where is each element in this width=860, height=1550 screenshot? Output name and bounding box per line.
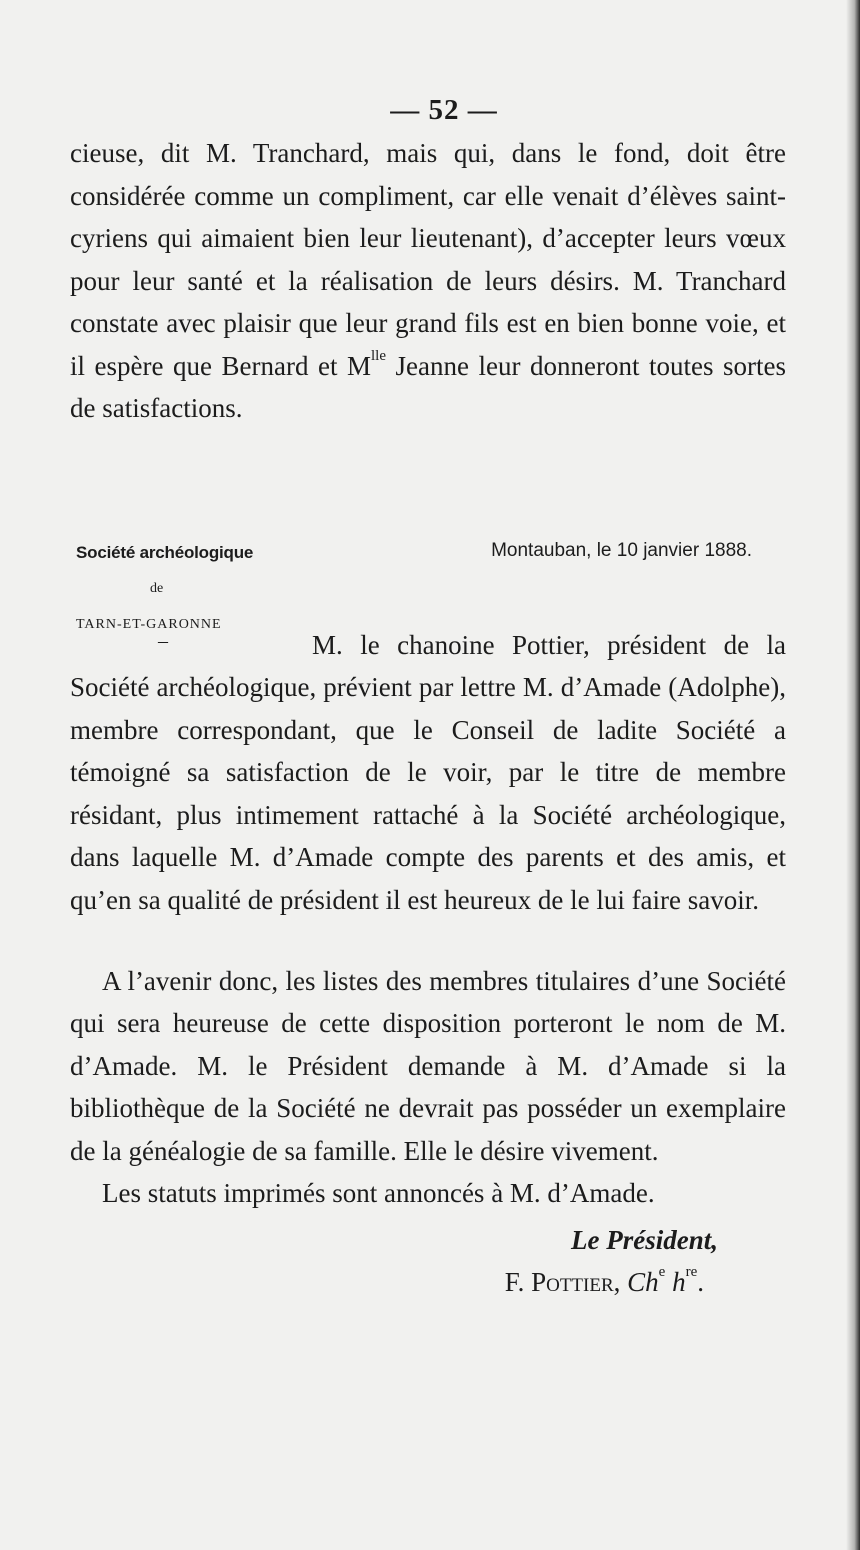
society-de: de	[150, 580, 164, 596]
document-page	[70, 88, 786, 1304]
signature-superscript: e	[658, 1264, 666, 1280]
paragraph-letter-body: M. le chanoine Pottier, président de la Société archéologique, prévient par lettre M. d’Amade (Adolphe), membre correspondant, que le Conseil de ladite Société a témoigné sa satisfaction de le voir, par le titre de membre résidant, plus intimement rattaché à la Société archéologique, dans laquelle M. d’Amade compte des parents et des amis, et qu’en sa qualité de président il est heureux de le lui faire savoir.	[70, 629, 786, 915]
place-date: Montauban, le 10 janvier 1888.	[491, 539, 752, 561]
paragraph-future-lists: A l’avenir donc, les listes des membres titulaires d’une Société qui sera heureuse de cette disposition porteront le nom de M. d’Amade. M. le Président demande à M. d’Amade si la bibliothèque de la Société ne devrait pas posséder un exemplaire de la généalogie de sa famille. Elle le désire vivement.	[70, 965, 786, 1166]
paragraph-continuation	[70, 132, 786, 430]
signature-superscript: re	[685, 1264, 698, 1280]
society-name: Société archéologique	[76, 542, 254, 562]
signature-name	[70, 1261, 704, 1304]
signature-abbreviation: Ch	[627, 1267, 659, 1297]
signature-end: .	[697, 1267, 704, 1297]
page-number: — 52 —	[390, 94, 498, 126]
signature-surname: Pottier	[531, 1267, 614, 1297]
letter-header	[70, 532, 786, 915]
signature-initial: F.	[504, 1267, 532, 1297]
page-edge-shadow	[846, 0, 860, 1550]
paragraph-statutes: Les statuts imprimés sont annoncés à M. d’Amade.	[102, 1178, 655, 1208]
superscript-abbreviation: lle	[371, 347, 386, 364]
paragraph-text: Jeanne leur donneront toutes sortes de satisfactions.	[70, 350, 786, 423]
paragraph-text: cieuse, dit M. Tranchard, mais qui, dans le fond, doit être considérée comme un compliment, car elle venait d’élèves saint-cyriens qui aimaient bien leur lieutenant), d’accepter leurs vœux pour leur santé et la réalisation de leurs désirs. M. Tranchard constate avec plaisir que leur grand fils est en bien bonne voie, et il espère que Bernard et M	[70, 138, 786, 381]
society-department: TARN-ET-GARONNE	[76, 616, 222, 632]
header-dash: –	[158, 629, 168, 652]
signature-abbreviation: h	[672, 1267, 686, 1297]
signature-title: Le Président,	[571, 1224, 718, 1255]
signature-separator: ,	[613, 1267, 628, 1297]
